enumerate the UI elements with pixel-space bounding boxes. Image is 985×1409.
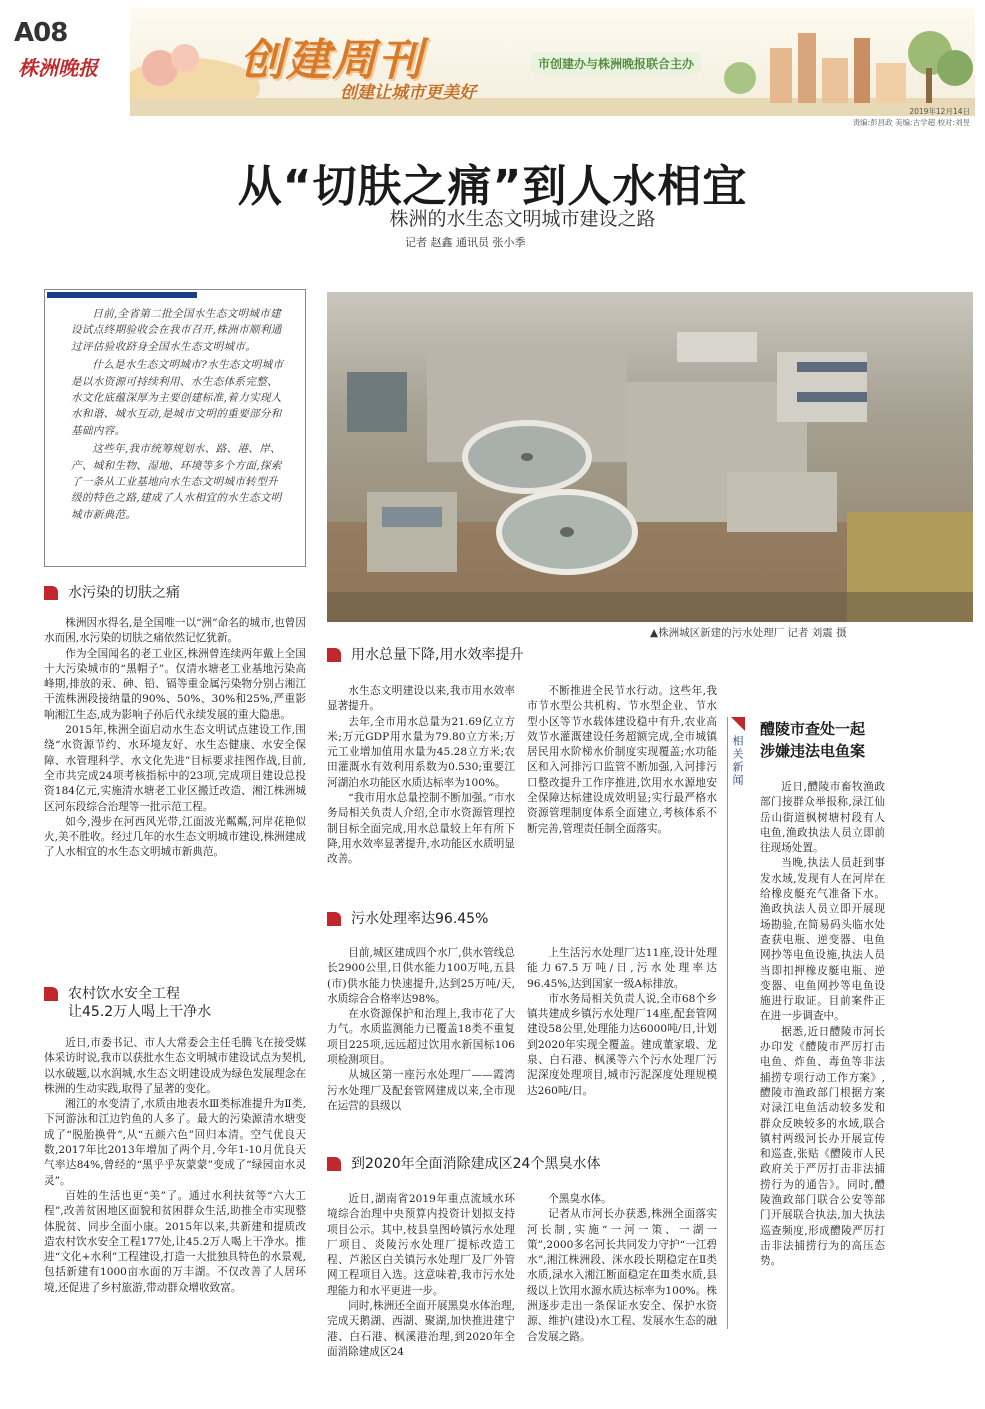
body-paragraph: 当晚,执法人员赶到事发水域,发现有人在河岸在给橡皮艇充气准备下水。渔政执法人员立即开展现场勘验,在简易码头临水处查获电瓶、逆变器、电鱼网抄等电鱼设施,执法人员当即扣押橡皮艇电瓶、逆变器、电鱼网抄等电鱼设施进行取证。目前案件正在进一步调查中。 (760, 857, 885, 1023)
body-paragraph: “我市用水总量控制不断加强。”市水务局相关负责人介绍,全市水资源管理控制目标全面完成,用水总量较上年有所下降,用水效率显著提升,水功能区水质明显改善。 (327, 792, 515, 866)
section-1-body (44, 616, 306, 861)
intro-paragraph: 什么是水生态文明城市?水生态文明城市是以水资源可持续利用、水生态体系完整、水文化底蕴深厚为主要创建标准,着力实现人水和谐、城水互动,是城市文明的重要部分和基础内容。 (71, 359, 284, 437)
heading-marker (327, 1157, 341, 1171)
body-paragraph: 从城区第一座污水处理厂——霞湾污水处理厂及配套管网建成以来,全市现在运营的县级以 (327, 1069, 515, 1112)
body-paragraph: 市水务局相关负责人说,全市68个乡镇共建成乡镇污水处理厂14座,配套管网建设58公里,处理能力达6000吨/日,计划到2020年实现全覆盖。建成董家塅、龙泉、白石港、枫溪等六个污水处理厂污泥深度处理项目,城市污泥深度处理规模达260吨/日。 (527, 992, 717, 1097)
heading-marker (44, 987, 58, 1001)
photo-illustration (327, 292, 973, 622)
section-title (68, 985, 211, 1021)
intro-paragraph: 日前,全省第二批全国水生态文明城市建设试点终期验收会在我市召开,株洲市顺利通过评估验收跻身全国水生态文明城市。 (71, 308, 282, 353)
intro-paragraph: 这些年,我市统筹规划水、路、港、岸、产、城和生物、湿地、环境等多个方面,探索了一条从工业基地向水生态文明城市转型升级的特色之路,建成了人水相宜的水生态文明城市新典范。 (71, 443, 282, 521)
body-paragraph: 百姓的生活也更“美”了。通过水利扶贫等“六大工程”,改善贫困地区面貌和贫困群众生活,助推全市实现整体脱贫、同步全面小康。2015年以来,共新建和提质改造农村饮水安全工程177处,让45.2万人喝上干净水。推进“文化+水利”工程建设,打造一大批独具特色的水景观,包括新建有1000亩水面的万丰湖。不仅改善了人居环境,还促进了乡村旅游,带动群众增收致富。 (44, 1189, 306, 1294)
body-paragraph: 湘江的水变清了,水质由地表水Ⅲ类标准提升为Ⅱ类,下河游泳和江边钓鱼的人多了。最大的污染源清水塘变成了“脱胎换骨”,从“五颜六色”回归本清。空气优良天数,2017年比2013年增加了两个月,今年1-10月优良天气率达84%,曾经的“黑乎乎灰蒙蒙”变成了“绿园亩水灵灵”。 (44, 1098, 306, 1187)
subheadline: 株洲的水生态文明城市建设之路 (389, 208, 656, 230)
body-paragraph: 据悉,近日醴陵市河长办印发《醴陵市严厉打击电鱼、炸鱼、毒鱼等非法捕捞专项行动工作方案》,醴陵市渔政部门根据方案对渌江电鱼活动较多发和群众反映较多的水域,联合镇村两级河长办开展宣传和巡查,张贴《醴陵市人民政府关于严厉打击非法捕捞行为的通告》。同时,醴陵渔政部门联合公安等部门开展联合执法,加大执法巡查频度,形成醴陵严厉打击非法捕捞行为的高压态势。 (760, 1025, 885, 1268)
section-title: 到2020年全面消除建成区24个黑臭水体 (351, 1156, 601, 1172)
page-number: A08 (14, 18, 68, 48)
body-paragraph: 不断推进全民节水行动。这些年,我市节水型公共机构、节水型企业、节水型小区等节水载体建设稳中有升,农业高效节水灌溉建设任务超额完成,全市城镇居民用水阶梯水价制度实现覆盖;水功能区和入河排污口监管不断加强,入河排污口整改提升工作序推进,饮用水水源地安全保障达标建设成效明显;实行最严格水资源管理制度体系全面建立,考核体系不断完善,管理责任制全面落实。 (527, 685, 717, 835)
body-paragraph: 个黑臭水体。 (548, 1193, 612, 1205)
heading-marker (327, 648, 341, 662)
photo-caption: ▲株洲城区新建的污水处理厂 记者 刘震 摄 (650, 627, 847, 639)
section-4-col-2 (527, 946, 717, 1099)
sidebar-headline (760, 718, 950, 762)
section-title: 用水总量下降,用水效率提升 (351, 647, 524, 663)
section-heading-black-odorous-water (327, 1155, 600, 1173)
body-paragraph: 同时,株洲还全面开展黑臭水体治理,完成天鹅湖、西湖、聚湖,加快推进建宁港、白石港、枫溪港治理,到2020年全面消除建成区24 (327, 1300, 515, 1358)
section-title-line: 农村饮水安全工程 (68, 986, 180, 1002)
section-heading-sewage-treatment (327, 910, 488, 928)
related-news-tag (731, 717, 747, 787)
column-banner (130, 8, 975, 116)
heading-marker (327, 912, 341, 926)
sidebar-divider (727, 717, 728, 1329)
body-paragraph: 2015年,株洲全面启动水生态文明试点建设工作,围绕“水资源节约、水环境友好、水生态健康、水安全保障、水管理科学、水文化先进”目标要求挂图作战,目前,全市共完成24项考核指标中的23项,完成项目建设总投资184亿元,实施清水塘老工业区搬迁改造、湘江株洲城区河东段综合治理等一批示范工程。 (44, 724, 306, 813)
sidebar-body (760, 780, 885, 1270)
section-4-col-1 (327, 946, 515, 1114)
section-title-line: 让45.2万人喝上干净水 (68, 1004, 212, 1020)
body-paragraph: 上生活污水处理厂达11座,设计处理能力67.5万吨/日,污水处理率达96.45%,达到国家一级A标排放。 (527, 947, 717, 990)
date-line (800, 106, 970, 128)
section-title: 污水处理率达96.45% (351, 911, 489, 927)
section-2-body (44, 1036, 306, 1296)
editor-credits: 责编:彭昌政 美编:古学超 校对:刘昱 (852, 118, 970, 127)
headline: 从“切肤之痛”到人水相宜 (237, 161, 748, 212)
aerial-photo-sewage-plant (327, 292, 973, 622)
body-paragraph: 在水资源保护和治理上,我市花了大力气。水质监测能力已覆盖18类不重复项目225项,远远超过饮用水新国标106项检测项目。 (327, 1008, 515, 1067)
section-3-col-1 (327, 684, 515, 868)
column-title: 创建周刊 (240, 35, 424, 86)
body-paragraph: 水生态文明建设以来,我市用水效率显著提升。 (327, 685, 515, 713)
section-heading-water-pollution (44, 584, 180, 602)
section-3-col-2 (527, 684, 717, 837)
intro-box (44, 289, 306, 567)
body-paragraph: 株洲因水得名,是全国唯一以“洲”命名的城市,也曾因水而困,水污染的切肤之痛依然记忆犹新。 (44, 617, 306, 645)
body-paragraph: 目前,城区建成四个水厂,供水管线总长2900公里,日供水能力100万吨,五县(市)供水能力快速提升,达到25万吨/天,水质综合合格率达98%。 (327, 947, 515, 1005)
section-title: 水污染的切肤之痛 (68, 585, 180, 601)
body-paragraph: 近日,醴陵市畜牧渔政部门接群众举报称,渌江仙岳山街道枫树塘村段有人电鱼,渔政执法人员立即前往现场处置。 (760, 781, 885, 855)
heading-marker (44, 586, 58, 600)
sidebar-headline-line: 醴陵市查处一起 (760, 720, 866, 738)
column-slogan: 创建让城市更美好 (340, 83, 476, 103)
sidebar-headline-line: 涉嫌违法电鱼案 (760, 742, 866, 760)
newspaper-logo: 株洲晚报 (18, 56, 98, 80)
section-5-col-2 (527, 1192, 717, 1345)
body-paragraph: 作为全国闻名的老工业区,株洲曾连续两年戴上全国十大污染城市的“黑帽子”。仅清水塘老工业基地污染高峰期,排放的汞、砷、铅、镉等重金属污染物分别占湘江干流株洲段接纳量的90%、50%、30%和25%,严重影响湘江生态,成为影响子孙后代永续发展的重大隐患。 (44, 647, 306, 721)
body-paragraph: 近日,湖南省2019年重点流域水环境综合治理中央预算内投资计划拟支持项目公示。其中,枝县皇图岭镇污水处理厂项目、炎陵污水处理厂提标改造工程、芦淞区白关镇污水处理厂及厂外管网工程项目入选。这意味着,我市污水处理能力和水平更进一步。 (327, 1193, 515, 1297)
body-paragraph: 如今,漫步在河西风光带,江面波光粼粼,河岸花艳似火,美不胜收。经过几年的水生态文明城市建设,株洲建成了人水相宜的水生态文明城市新典范。 (44, 815, 306, 859)
co-organizer-label: 市创建办与株洲晚报联合主办 (530, 52, 702, 75)
related-news-label: 相关新闻 (731, 735, 744, 787)
byline: 记者 赵鑫 通讯员 张小季 (405, 236, 526, 249)
issue-date: 2019年12月14日 (909, 107, 970, 116)
body-paragraph: 近日,市委书记、市人大常委会主任毛腾飞在接受媒体采访时说,我市以获批水生态文明城市建设试点为契机,以水破题,以水润城,水生态文明建设成为绿色发展理念在株洲的生动实践,取得了显著的变化。 (44, 1037, 306, 1095)
body-paragraph: 记者从市河长办获悉,株洲全面落实河长制,实施“一河一策、一湖一策”,2000多名河长共同发力守护“一江碧水”,湘江株洲段、洣水段长期稳定在Ⅱ类水质,渌水入湘江断面稳定在Ⅲ类水质,县级以上饮用水源水质达标率为100%。株洲逐步走出一条保证水安全、保护水资源、维护(建设)水工程、发展水生态的融合发展之路。 (527, 1208, 717, 1343)
related-news-arrow-icon (731, 717, 745, 731)
body-paragraph: 去年,全市用水总量为21.69亿立方米;万元GDP用水量为79.80立方米;万元工业增加值用水量为45.28立方米;农田灌溉水有效利用系数为0.530;重要江河湖泊水功能区水质达标率为100%。 (327, 715, 515, 789)
section-5-col-1 (327, 1192, 515, 1360)
section-heading-water-usage (327, 646, 523, 664)
section-heading-rural-water (44, 985, 211, 1021)
